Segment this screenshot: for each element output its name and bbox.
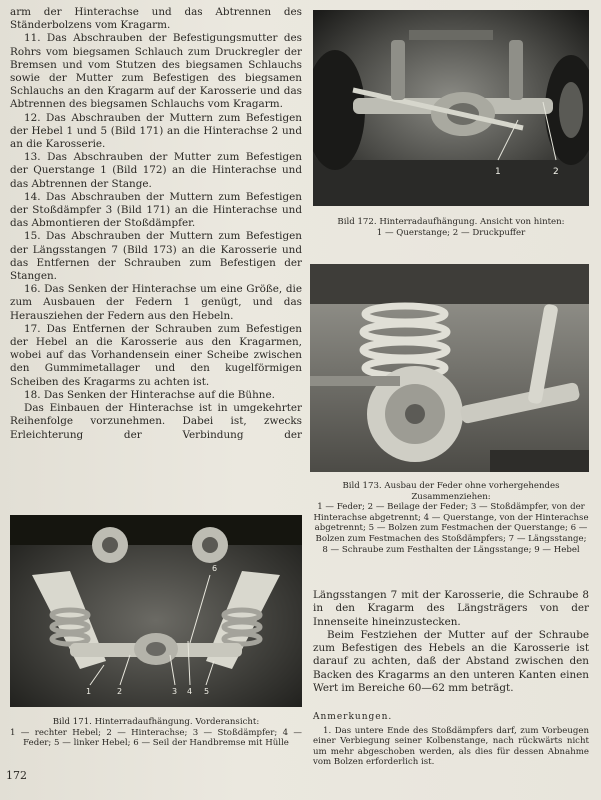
paragraph: 17. Das Entfernen der Schrauben zum Befestigen der Hebel an die Karosserie aus den Kragarmen, wobei auf das Vorhandensein einer Scheibe zwischen den Gummimetallager und den kugelförmigen Scheiben des Kragarms zu achten ist. [10, 322, 302, 388]
photo-label: 2 [553, 167, 559, 177]
paragraph: 14. Das Abschrauben der Muttern zum Befestigen der Stoßdämpfer 3 (Bild 171) an die Hinterachse und das Abmontieren der Stoßdämpfer. [10, 190, 302, 230]
photo-label: 1 [495, 167, 501, 177]
notes-heading: Anmerkungen. [313, 712, 393, 722]
paragraph: Längsstangen 7 mit der Karosserie, die Schraube 8 in den Kragarm des Längsträgers von der Innenseite hineinzustecken. [313, 589, 589, 628]
photo-bild-171 [10, 515, 302, 707]
photo-bild-172 [313, 10, 589, 206]
photo-label: 1 [86, 687, 92, 696]
paragraph: arm der Hinterachse und das Abtrennen des Ständerbolzens vom Kragarm. [10, 6, 302, 32]
caption-title: Bild 172. Hinterradaufhängung. Ansicht von hinten: [337, 217, 565, 227]
photo-bild-173 [310, 264, 589, 472]
caption-bild-173 [313, 481, 589, 555]
caption-bild-172 [313, 217, 589, 238]
paragraph: Das Einbauen der Hinterachse ist in umgekehrter Reihenfolge vorzunehmen. Dabei ist, zwecks Erleichterung der Verbindung der [10, 402, 302, 441]
notes-section [313, 712, 589, 768]
caption-title: Bild 173. Ausbau der Feder ohne vorhergehendes Zusammenziehen: [342, 481, 560, 502]
left-text-column [10, 6, 302, 442]
note-item: 1. Das untere Ende des Stoßdämpfers darf, zum Vorbeugen einer Verbiegung seiner Kolbenstange, nach rückwärts nicht um mehr abgeschoben werden, als dies für dessen Abnahme vom Bolzen erforderlich ist. [313, 725, 589, 768]
photo-label: 6 [212, 564, 218, 573]
photo-label: 5 [204, 687, 210, 696]
caption-legend: 1 — rechter Hebel; 2 — Hinterachse; 3 — Stoßdämpfer; 4 — Feder; 5 — linker Hebel; 6 — Seil der Handbremse mit Hülle [10, 727, 302, 749]
photo-label: 3 [172, 687, 178, 696]
paragraph: 12. Das Abschrauben der Muttern zum Befestigen der Hebel 1 und 5 (Bild 171) an die Hinterachse 2 und an die Karosserie. [10, 111, 302, 151]
photo-label: 2 [117, 687, 123, 696]
caption-legend: 1 — Querstange; 2 — Druckpuffer [376, 227, 526, 238]
caption-bild-171 [10, 717, 302, 749]
paragraph: 13. Das Abschrauben der Mutter zum Befestigen der Querstange 1 (Bild 172) an die Hinterachse und das Abtrennen der Stange. [10, 151, 302, 190]
caption-title: Bild 171. Hinterradaufhängung. Vorderansicht: [52, 717, 260, 727]
paragraph: 11. Das Abschrauben der Befestigungsmutter des Rohrs vom biegsamen Schlauch zum Druckregler der Bremsen und vom Stutzen des biegsamen Schlauchs sowie der Mutter zum Befestigen des biegsamen Schlauchs an den Kragarm auf der Karosserie und das Abtrennen des biegsamen Schlauchs vom Kragarm. [10, 32, 302, 111]
paragraph: 16. Das Senken der Hinterachse um eine Größe, die zum Ausbauen der Federn 1 genügt, und das Herausziehen der Federn aus den Hebeln. [10, 283, 302, 322]
paragraph: 15. Das Abschrauben der Muttern zum Befestigen der Längsstangen 7 (Bild 173) an die Karosserie und das Entfernen der Schrauben zum Befestigen der Stangen. [10, 230, 302, 283]
paragraph: 18. Das Senken der Hinterachse auf die Bühne. [24, 388, 275, 401]
caption-legend: 1 — Feder; 2 — Beilage der Feder; 3 — Stoßdämpfer, von der Hinterachse abgetrennt; 4 — Querstange, von der Hinterachse abgetrennt; 5 — Bolzen zum Festmachen der Querstange; 6 — Bolzen zum Festmachen des Stoßdämpfers; 7 — Längsstange; 8 — Schraube zum Festhalten der Längsstange; 9 — Hebel [313, 502, 589, 555]
paragraph: Beim Festziehen der Mutter auf der Schraube zum Befestigen des Hebels an die Karosserie ist darauf zu achten, daß der Abstand zwischen den Backen des Kragarms an den unteren Kanten einen Wert im Bereiche 60—62 mm beträgt. [313, 628, 589, 695]
right-text-column [313, 589, 589, 695]
photo-label: 4 [187, 687, 193, 696]
page-number: 172 [6, 769, 27, 782]
